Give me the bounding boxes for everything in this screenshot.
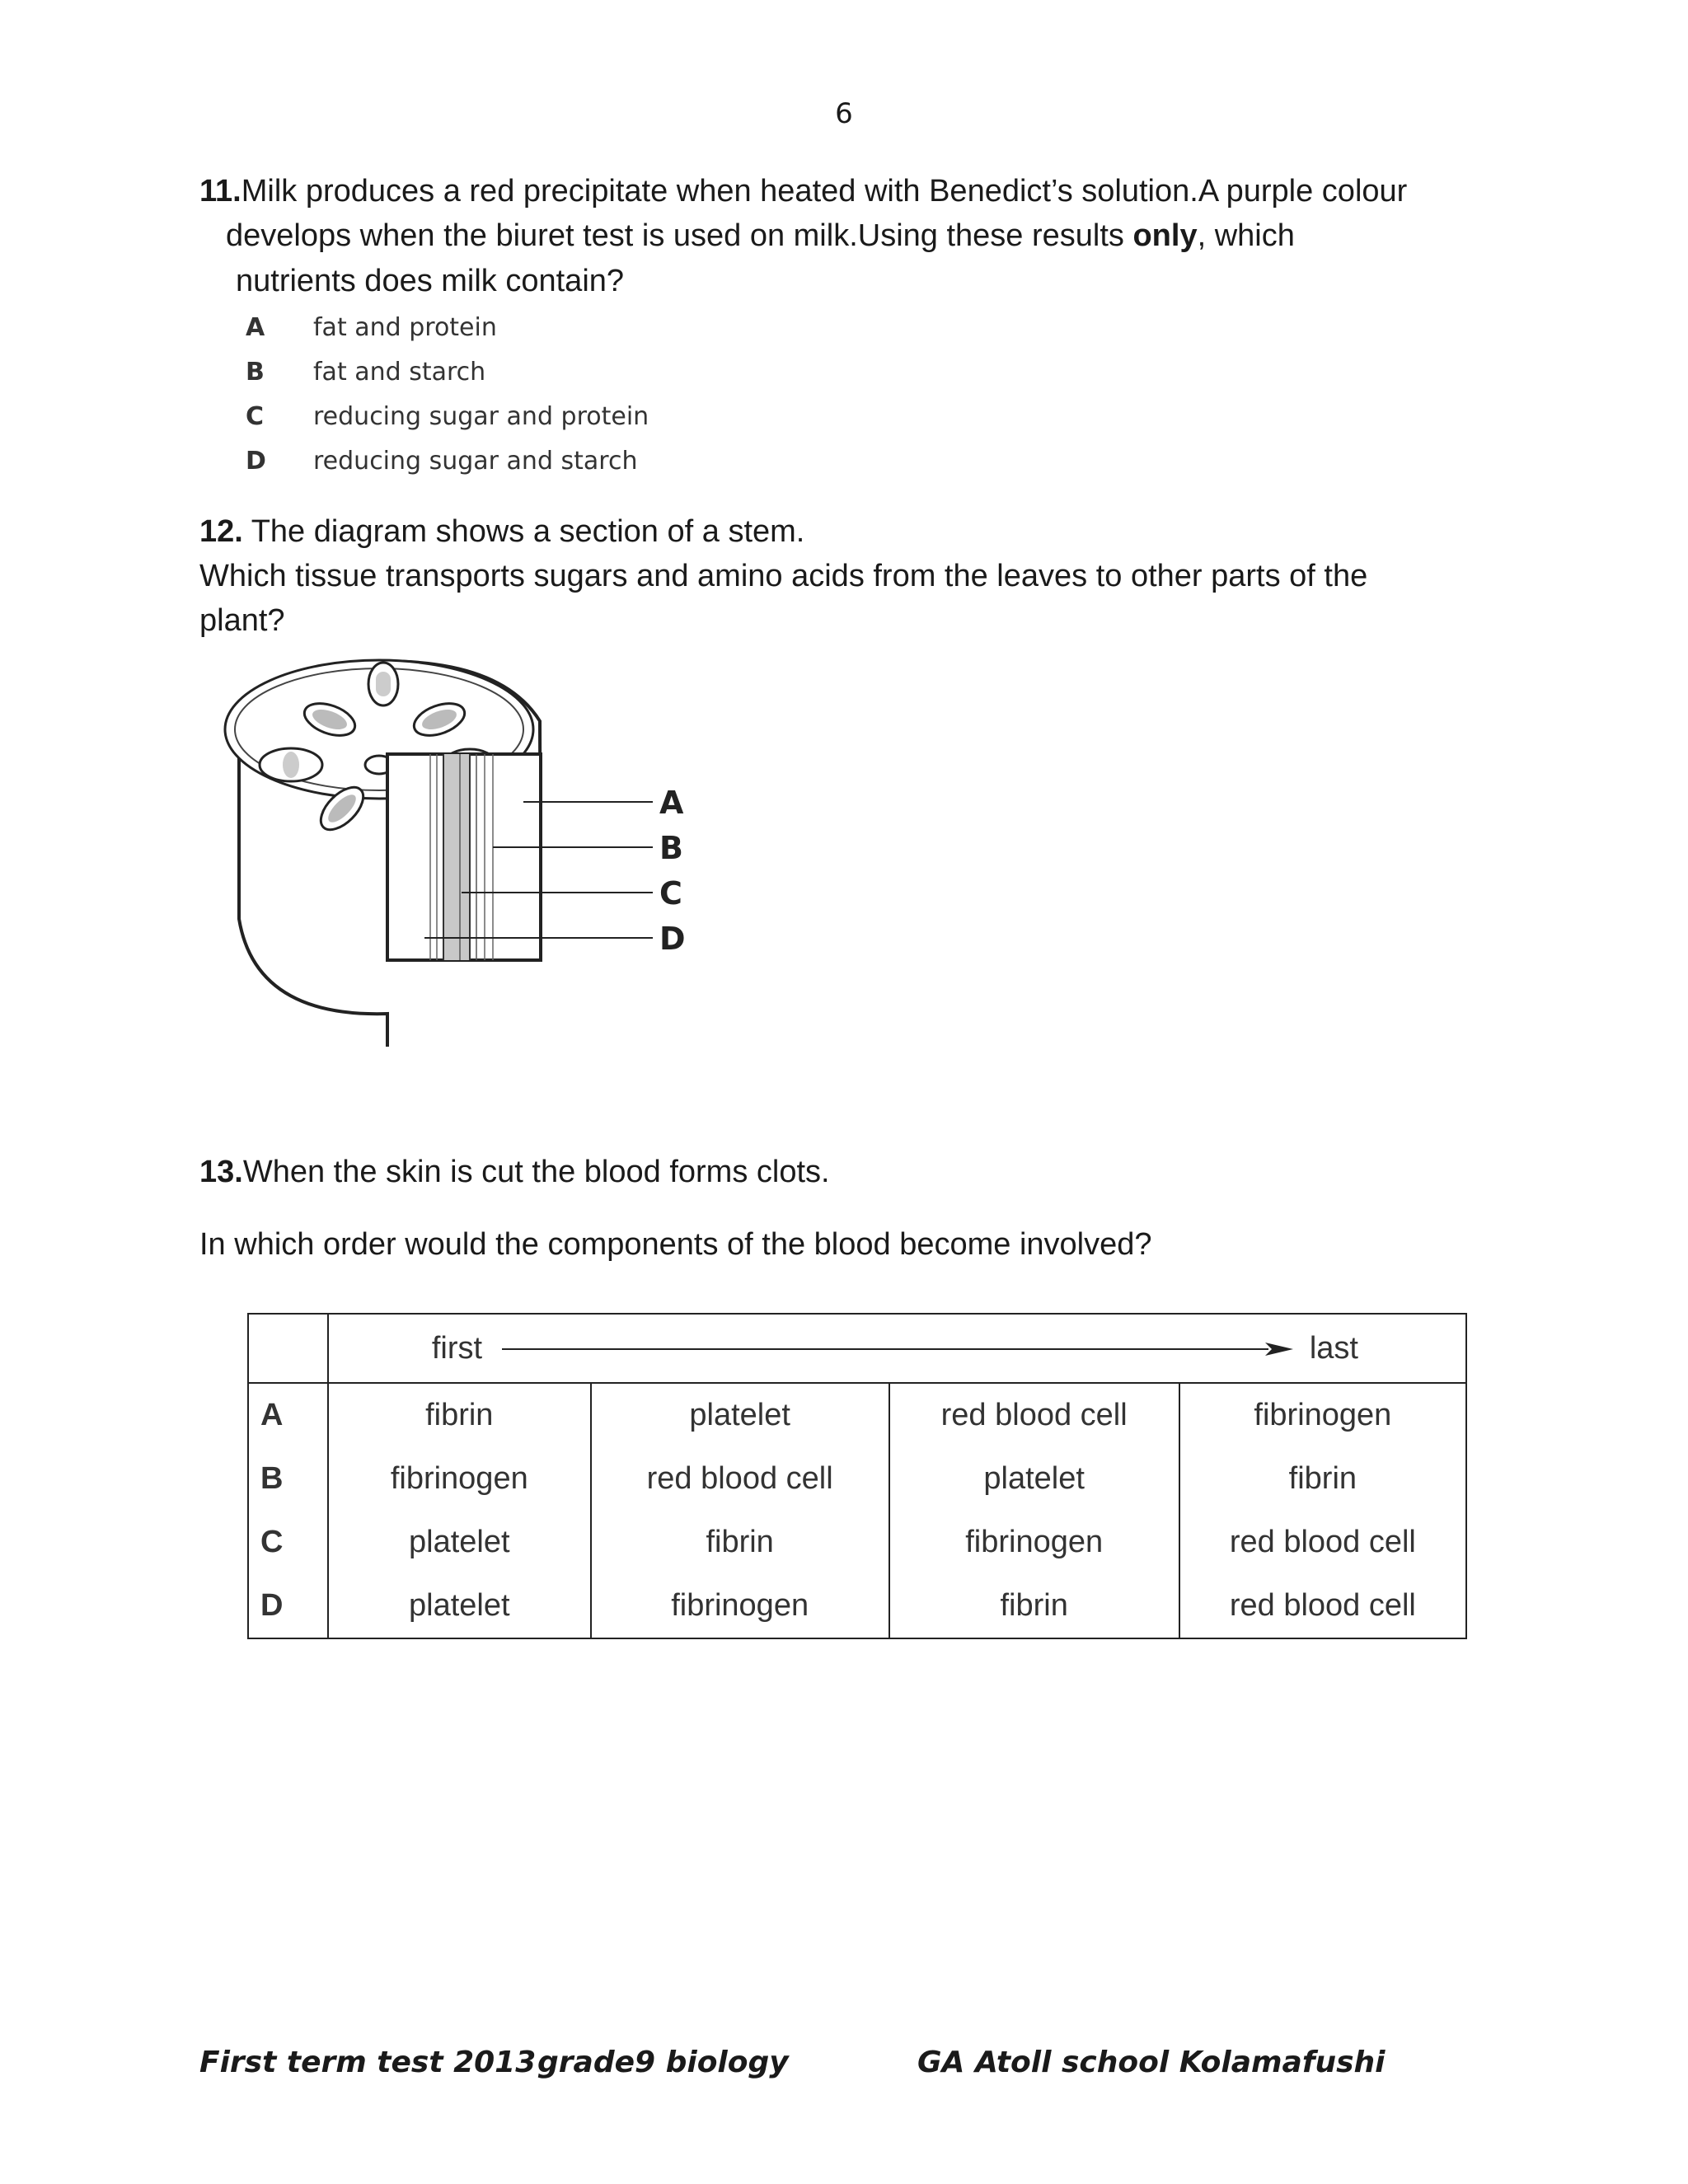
q11-line2-a: develops when the biuret test is used on milk.Using these results [226,218,1133,253]
table-header-row [248,1314,1466,1383]
option-text: reducing sugar and protein [313,402,649,431]
footer-test-name: First term test 2013 [199,2046,537,2079]
q13-number: 13. [199,1155,243,1189]
table-cell: fibrin [328,1383,591,1447]
footer-subject: grade9 biology [537,2046,789,2079]
option-text: fat and protein [313,313,497,342]
table-row-b[interactable] [248,1447,1466,1511]
table-cell: fibrin [591,1511,889,1574]
option-text: fat and starch [313,358,486,387]
table-cell: platelet [328,1574,591,1638]
row-letter: C [248,1511,328,1574]
q12-line1-text: The diagram shows a section of a stem. [242,514,805,549]
table-cell: fibrin [889,1574,1179,1638]
table-row-a[interactable] [248,1383,1466,1447]
stem-section-diagram [223,647,701,1059]
table-row-c[interactable] [248,1511,1466,1574]
option-letter: A [246,313,265,342]
q11-emphasis-only: only [1132,218,1198,253]
table-cell: fibrinogen [591,1574,889,1638]
table-cell: platelet [328,1511,591,1574]
diagram-label-d: D [659,921,686,957]
table-cell: fibrinogen [1179,1383,1466,1447]
header-blank-cell [248,1314,328,1383]
table-cell: fibrin [1179,1447,1466,1511]
q13-line1 [199,1150,830,1194]
option-letter: D [246,447,266,476]
option-letter: C [246,402,265,431]
table-row-d[interactable] [248,1574,1466,1638]
q13-line1-text: When the skin is cut the blood forms clots. [242,1155,830,1189]
q12-line1 [199,509,804,554]
q12-number: 12. [199,514,243,549]
table-cell: red blood cell [889,1383,1179,1447]
q13-line2: In which order would the components of the blood become involved? [199,1227,1152,1262]
table-cell: platelet [591,1383,889,1447]
footer-school: GA Atoll school Kolamafushi [917,2046,1386,2079]
header-first-label: first [431,1331,483,1366]
clotting-order-table [247,1313,1467,1639]
option-text: reducing sugar and starch [313,447,638,476]
page-number: 6 [835,97,853,130]
table-cell: red blood cell [591,1447,889,1511]
q11-line3: nutrients does milk contain? [236,264,625,298]
order-arrow [502,1339,1293,1359]
row-letter: A [248,1383,328,1447]
option-letter: B [246,358,265,387]
table-cell: platelet [889,1447,1179,1511]
q11-line2 [226,213,1295,258]
q12-line2: Which tissue transports sugars and amino acids from the leaves to other parts of the [199,559,1368,593]
diagram-label-c: C [659,875,682,912]
cut-section [387,754,541,960]
q12-line3: plant? [199,603,285,638]
table-cell: fibrinogen [328,1447,591,1511]
q11-line1-text: Milk produces a red precipitate when heated with Benedict’s solution.A purple colour [241,174,1408,209]
row-letter: B [248,1447,328,1511]
table-cell: fibrinogen [889,1511,1179,1574]
header-last-label: last [1309,1331,1358,1366]
diagram-label-b: B [659,830,683,866]
header-order-cell [328,1314,1466,1383]
q11-number: 11. [199,174,241,209]
q11-line1 [199,169,1407,213]
diagram-label-a: A [659,785,684,821]
table-cell: red blood cell [1179,1574,1466,1638]
row-letter: D [248,1574,328,1638]
table-cell: red blood cell [1179,1511,1466,1574]
q11-line2-c: , which [1197,218,1295,253]
